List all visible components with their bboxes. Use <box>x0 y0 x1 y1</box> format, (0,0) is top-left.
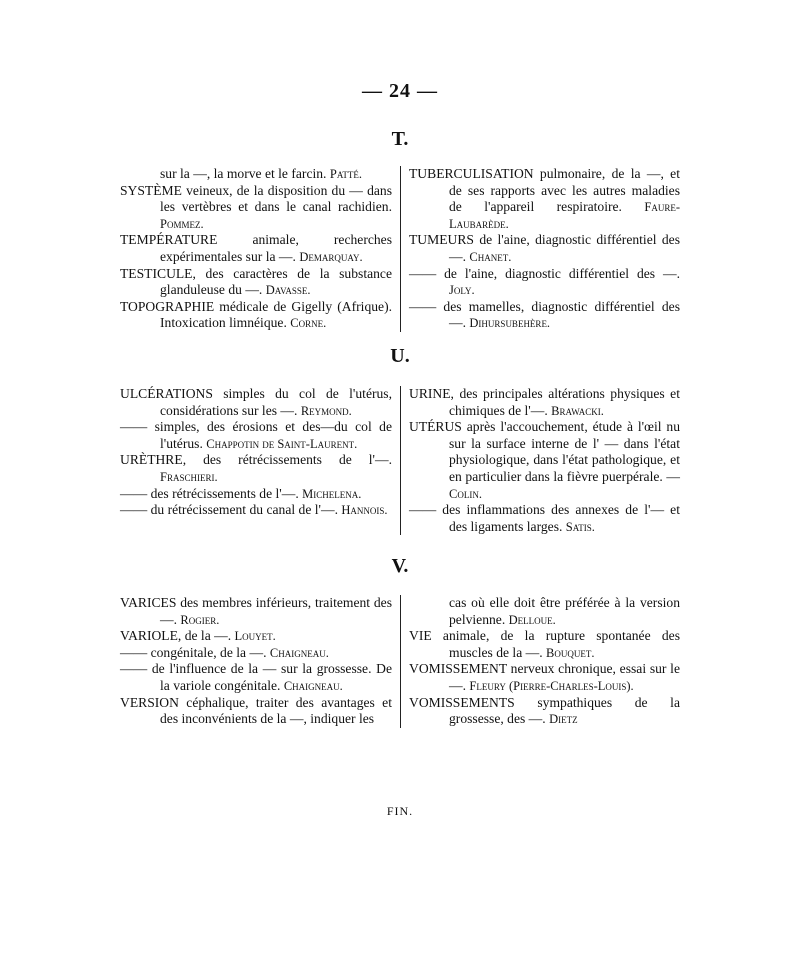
entry-headword: VERSION <box>120 694 179 710</box>
entry-headword: URINE <box>409 386 451 401</box>
entry-headword: ULCÉRATIONS <box>120 386 213 401</box>
entry-author: Fleury (Pierre-Charles-Louis). <box>469 678 634 693</box>
entry-author: Corne. <box>290 316 327 331</box>
entry-author: Colin. <box>449 486 482 501</box>
entry-headword: —— <box>120 644 148 660</box>
entry-text: pulmonaire, de la —, et de ses rapports avec les autres maladies de l'appareil respiratoire. <box>449 166 680 215</box>
entry-headword: TEMPÉRATURE <box>120 232 218 248</box>
index-entry <box>120 232 392 265</box>
entry-author: Patté. <box>329 167 362 181</box>
index-entry <box>120 595 392 628</box>
entry-author: Joly. <box>449 283 475 298</box>
entry-text: cas où elle doit être préférée à la version pelvienne. <box>449 595 680 627</box>
end-marker: FIN. <box>386 804 414 818</box>
entry-headword: TOPOGRAPHIE <box>120 298 215 314</box>
entry-author: Bouquet. <box>546 645 595 660</box>
page-number: — 24 — <box>362 80 438 102</box>
entry-text: animale, recherches expérimentales sur la —. <box>160 232 392 264</box>
entry-author: Fraschieri. <box>160 469 218 484</box>
index-entry <box>120 486 392 503</box>
index-entry <box>120 645 392 662</box>
entry-headword: —— <box>120 419 148 435</box>
entry-author: Louyet. <box>234 629 276 644</box>
entry-text: , des caractères de la substance glanduleuse du —. <box>160 265 392 298</box>
entry-author: Chanet. <box>469 249 512 264</box>
index-entry <box>120 695 392 728</box>
entry-text: , des principales altérations physiques et chimiques de l'—. <box>449 386 680 418</box>
entry-headword: VARICES <box>120 595 177 610</box>
entry-text: congénitale, de la —. <box>147 644 267 660</box>
entry-text: de l'aine, diagnostic différentiel des —. <box>449 232 680 264</box>
entry-headword: —— <box>409 265 437 281</box>
column-left <box>120 166 400 332</box>
section-letter-t: T. <box>391 128 409 150</box>
entry-author: Faure-Laubarède. <box>449 200 680 231</box>
index-entry <box>120 266 392 299</box>
index-entry <box>120 452 392 485</box>
index-entry <box>409 695 680 728</box>
entry-author: Davasse. <box>265 283 311 298</box>
entry-author: Rogier. <box>180 612 220 627</box>
entry-headword: TUMEURS <box>409 232 474 248</box>
index-entry <box>409 628 680 661</box>
entry-text: , de la —. <box>177 628 232 644</box>
entry-text: du rétrécissement du canal de l'—. <box>147 502 338 518</box>
entry-headword: UTÉRUS <box>409 419 462 435</box>
index-entry <box>120 183 392 233</box>
entry-author: Dietz <box>549 712 578 727</box>
entry-headword: —— <box>120 502 148 518</box>
index-entry <box>120 502 392 519</box>
entry-author: Dihursubehère. <box>469 316 551 331</box>
entry-headword: VOMISSEMENTS <box>409 694 515 710</box>
index-entry <box>120 386 392 419</box>
entry-text: animale, de la rupture spontanée des muscles de la —. <box>431 628 680 660</box>
index-entry <box>409 232 680 265</box>
entry-text: de l'influence de la — sur la grossesse. De la variole congénitale. <box>147 661 392 693</box>
column-right <box>400 595 680 728</box>
section-v <box>120 595 680 728</box>
entry-author: Hannois. <box>341 503 388 518</box>
index-entry <box>409 386 680 419</box>
entry-headword: —— <box>120 485 148 501</box>
index-entry <box>409 419 680 502</box>
entry-headword: —— <box>409 298 437 314</box>
entry-author: Chappotin de Saint-Laurent. <box>206 436 358 451</box>
entry-text: médicale de Gigelly (Afrique). Intoxication limnéique. <box>160 298 392 331</box>
entry-text: simples, des érosions et des—du col de l'utérus. <box>147 419 392 451</box>
entry-headword: VIE <box>409 628 432 644</box>
index-entry <box>409 166 680 232</box>
entry-author: Reymond. <box>300 403 352 418</box>
entry-headword: —— <box>120 661 148 677</box>
entry-text: céphalique, traiter des avantages et des inconvénients de la —, indiquer les <box>160 694 392 727</box>
entry-text: des rétrécissements de l'—. <box>147 485 299 501</box>
section-letter-v: V. <box>391 555 409 577</box>
entry-author: Michelena. <box>302 486 362 501</box>
entry-author: Satis. <box>565 519 595 534</box>
entry-author: Demarquay. <box>299 249 363 264</box>
entry-author: Delloue. <box>508 612 556 627</box>
section-t <box>120 166 680 332</box>
entry-text: , des rétrécissements de l'—. <box>182 452 392 468</box>
index-entry <box>120 661 392 694</box>
entry-text: nerveux chronique, essai sur le —. <box>449 661 680 693</box>
entry-author: Chaigneau. <box>269 645 329 660</box>
entry-author: Pommez. <box>160 216 204 231</box>
entry-headword: URÈTHRE <box>120 452 183 468</box>
index-entry <box>120 299 392 332</box>
entry-headword: VOMISSEMENT <box>409 661 507 677</box>
column-left <box>120 595 400 728</box>
section-letter-u: U. <box>390 345 410 367</box>
entry-text: sympathiques de la grossesse, des —. <box>449 694 680 727</box>
index-entry <box>409 299 680 332</box>
entry-text: des inflammations des annexes de l'— et des ligaments larges. <box>436 502 680 534</box>
index-entry <box>409 502 680 535</box>
column-left <box>120 386 400 535</box>
entry-text: de l'aine, diagnostic différentiel des —. <box>436 265 680 281</box>
entry-headword: —— <box>409 502 437 518</box>
entry-headword: SYSTÈME <box>120 182 182 198</box>
entry-text: simples du col de l'utérus, considérations sur les —. <box>160 386 392 418</box>
index-entry <box>409 266 680 299</box>
entry-author: Brawacki. <box>551 403 604 418</box>
section-u <box>120 386 680 535</box>
index-entry <box>120 419 392 452</box>
index-entry <box>409 595 680 628</box>
entry-text: des mamelles, diagnostic différentiel des —. <box>436 298 680 331</box>
entry-headword: TUBERCULISATION <box>409 166 534 181</box>
column-right <box>400 386 680 535</box>
entry-author: Chaigneau. <box>283 678 343 693</box>
index-entry <box>120 628 392 645</box>
index-entry <box>409 661 680 694</box>
entry-headword: VARIOLE <box>120 628 178 644</box>
entry-text: sur la —, la morve et le farcin. <box>160 166 327 181</box>
column-right <box>400 166 680 332</box>
entry-text: après l'accouchement, étude à l'œil nu sur la surface interne de l' — dans l'état physiologique, dans l'état pathologique, et en particulier dans la fièvre puerpérale. — <box>449 419 680 484</box>
index-entry <box>120 166 392 183</box>
entry-text: veineux, de la disposition du — dans les vertèbres et dans le canal rachidien. <box>160 182 392 215</box>
entry-text: des membres inférieurs, traitement des —. <box>160 595 392 627</box>
entry-headword: TESTICULE <box>120 265 193 281</box>
